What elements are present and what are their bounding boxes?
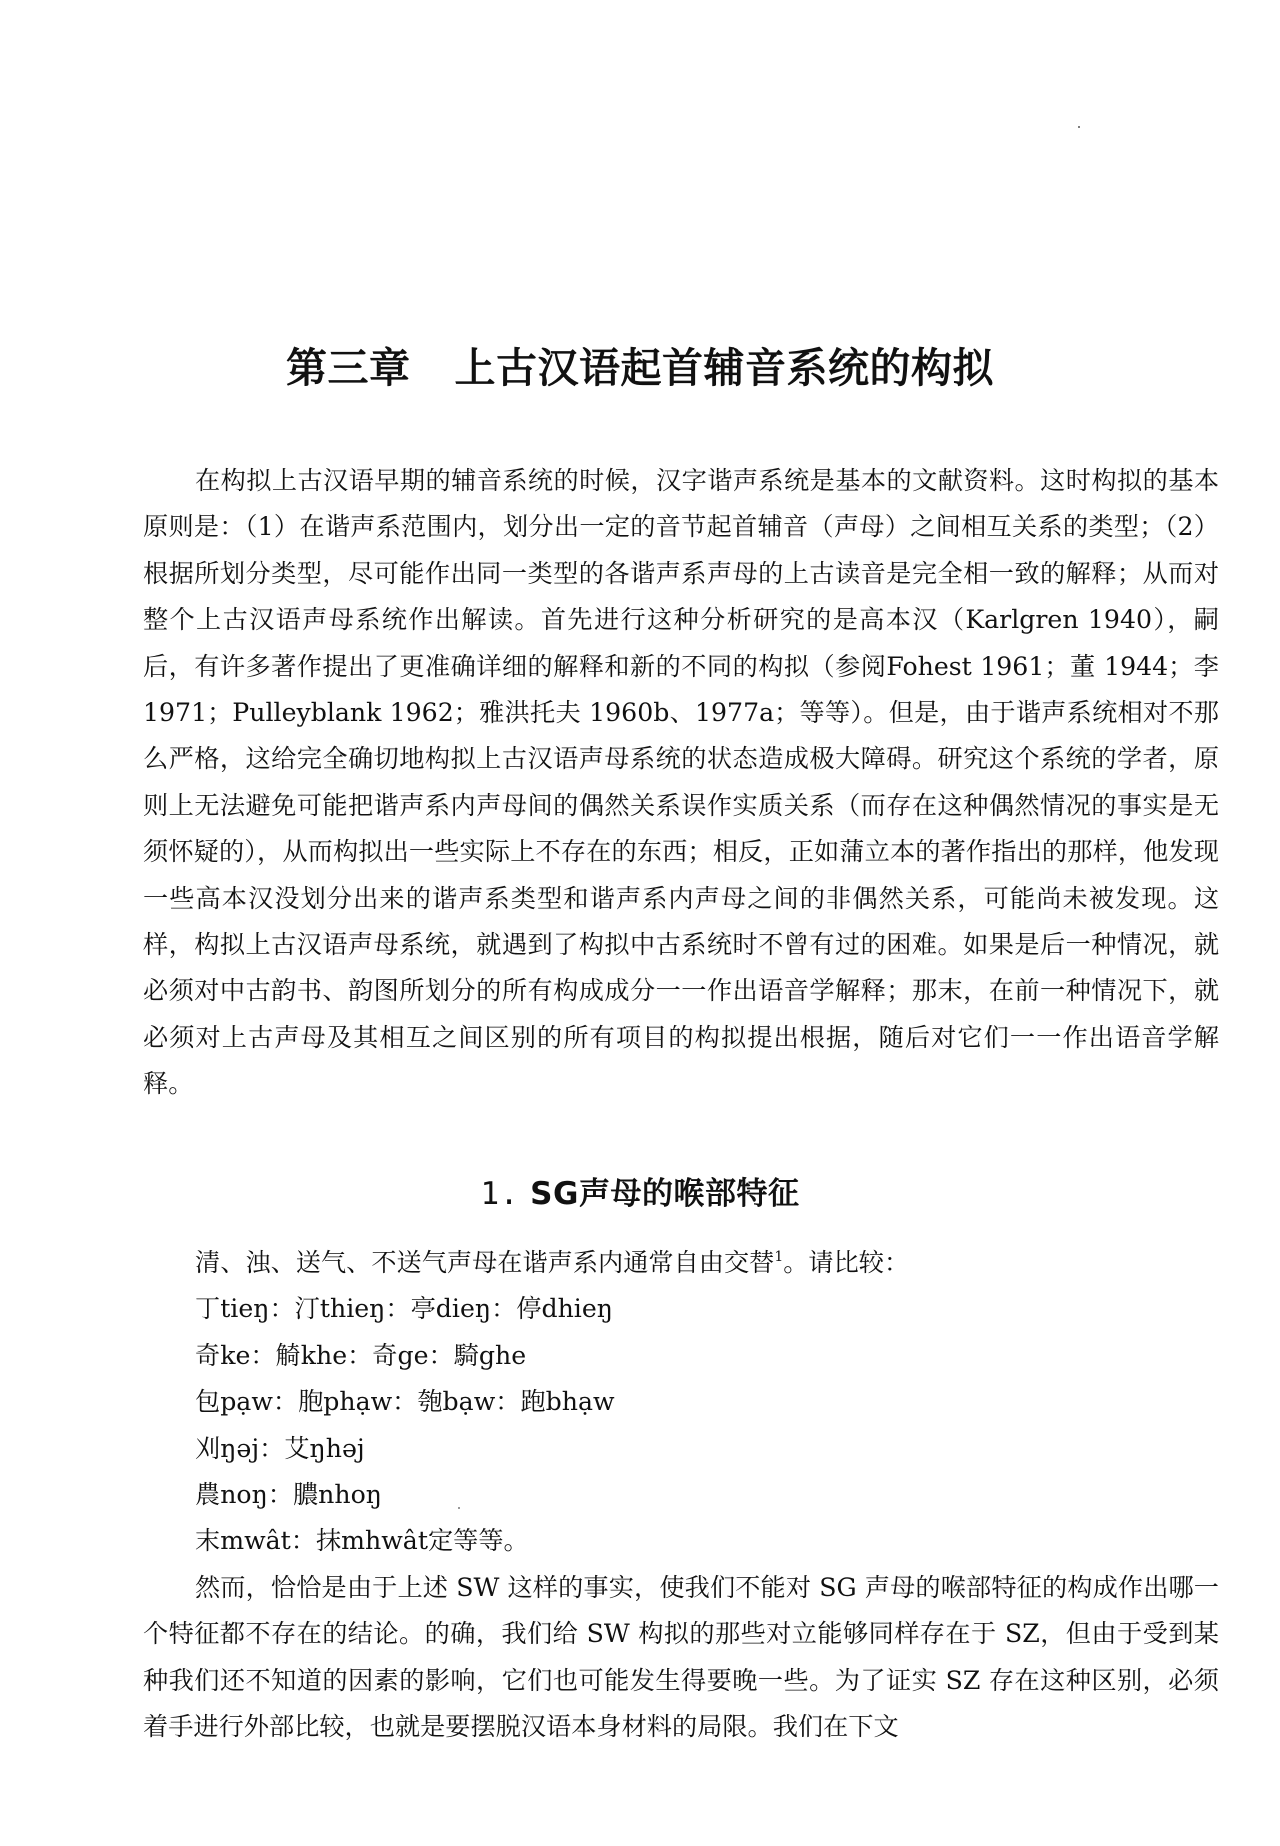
section-title-text: 声母的喉部特征 [578, 1175, 800, 1212]
example-line: 末mwât：抹mhwât定等等。 [195, 1526, 529, 1556]
footnote-marker[interactable]: 1 [774, 1249, 784, 1265]
example-line: 丁tieŋ：汀thieŋ：亭dieŋ：停dhieŋ [195, 1294, 613, 1324]
scan-speck [1078, 126, 1080, 128]
example-line: 刈ŋəj：艾ŋhəj [195, 1433, 365, 1463]
lead-text: 清、浊、送气、不送气声母在谐声系内通常自由交替 [195, 1248, 775, 1277]
section-number: 1. [480, 1175, 519, 1212]
section-body [143, 1240, 1219, 1750]
example-line: 農noŋ：膿nhoŋ [195, 1480, 382, 1510]
chapter-label: 第三章 [286, 344, 411, 393]
following-paragraph: 然而，恰恰是由于上述 SW 这样的事实，使我们不能对 SG 声母的喉部特征的构成作出哪一个特征都不存在的结论。的确，我们给 SW 构拟的那些对立能够同样存在于 SZ，但由于受到某种我们还不知道的因素的影响，它们也可能发生得要晚一些。为了证实 SZ 存在这种区别，必须着手进行外部比较，也就是要摆脱汉语本身材料的局限。我们在下文 [143, 1572, 1219, 1742]
chapter-title-text: 上古汉语起首辅音系统的构拟 [454, 344, 994, 393]
intro-paragraph: 在构拟上古汉语早期的辅音系统的时候，汉字谐声系统是基本的文献资料。这时构拟的基本原则是：（1）在谐声系范围内，划分出一定的音节起首辅音（声母）之间相互关系的类型；（2）根据所划分类型，尽可能作出同一类型的各谐声系声母的上古读音是完全相一致的解释；从而对整个上古汉语声母系统作出解读。首先进行这种分析研究的是高本汉（Karlgren 1940），嗣后，有许多著作提出了更准确详细的解释和新的不同的构拟（参阅Fohest 1961；董 1944；李 1971；Pulleyblank 1962；雅洪托夫 1960b、1977a；等等）。但是，由于谐声系统相对不那么严格，这给完全确切地构拟上古汉语声母系统的状态造成极大障碍。研究这个系统的学者，原则上无法避免可能把谐声系内声母间的偶然关系误作实质关系（而存在这种偶然情况的事实是无须怀疑的），从而构拟出一些实际上不存在的东西；相反，正如蒲立本的著作指出的那样，他发现一些高本汉没划分出来的谐声系类型和谐声系内声母之间的非偶然关系，可能尚未被发现。这样，构拟上古汉语声母系统，就遇到了构拟中古系统时不曾有过的困难。如果是后一种情况，就必须对中古韵书、韵图所划分的所有构成成分一一作出语音学解释；那末，在前一种情况下，就必须对上古声母及其相互之间区别的所有项目的构拟提出根据，随后对它们一一作出语音学解释。 [143, 466, 1219, 1099]
chapter-title [0, 335, 1280, 394]
section-heading [0, 1168, 1280, 1213]
example-line: 包pạw：胞phạw：匏bạw：跑bhạw [195, 1387, 615, 1417]
lead-after-text: 。请比较： [783, 1248, 910, 1277]
section-lead-paragraph [143, 1240, 1219, 1286]
section-title-latin: SG [530, 1175, 579, 1212]
example-line: 奇ke：觭khe：奇ge：騎ghe [195, 1340, 527, 1370]
